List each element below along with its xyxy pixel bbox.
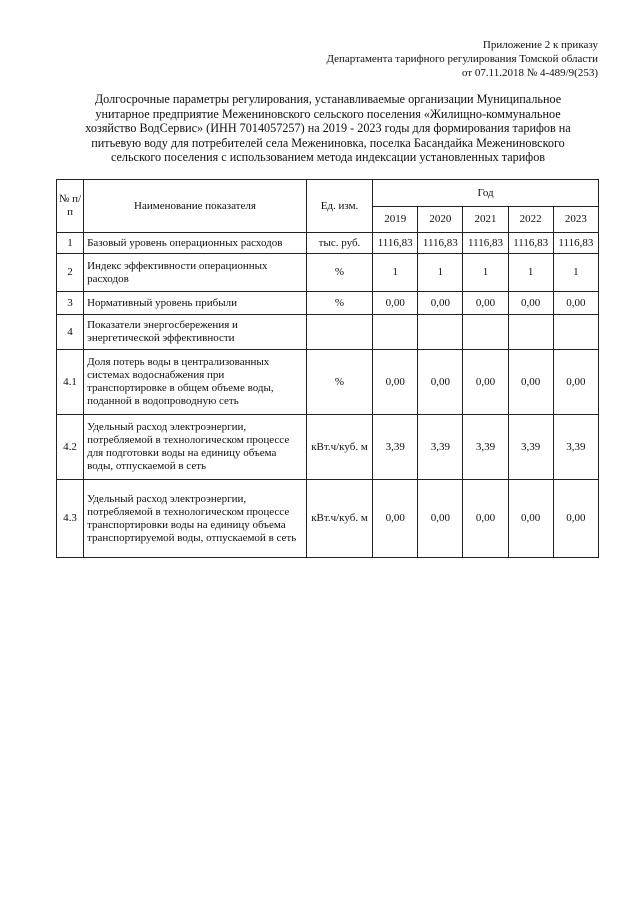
row-value bbox=[418, 315, 463, 350]
row-name-text: Показатели энергосбережения и энергетической эффективности bbox=[87, 319, 238, 344]
title-line: хозяйство ВодСервис» (ИНН 7014057257) на 2019 - 2023 годы для формирования тарифов на bbox=[85, 121, 571, 136]
title-line: питьевую воду для потребителей села Межениновка, поселка Басандайка Межениновского bbox=[91, 135, 565, 150]
row-value: 1116,83 bbox=[508, 233, 553, 254]
title-line: унитарное предприятие Межениновского сельского поселения «Жилищно-коммунальное bbox=[95, 106, 561, 121]
row-unit-text: % bbox=[334, 296, 345, 309]
document-title bbox=[70, 92, 586, 165]
row-value: 0,00 bbox=[418, 350, 463, 415]
table-row bbox=[57, 254, 599, 292]
row-name bbox=[84, 233, 307, 254]
header-year: 2020 bbox=[418, 207, 463, 233]
row-value: 1 bbox=[508, 254, 553, 292]
row-unit-text: % bbox=[334, 375, 345, 388]
row-value: 0,00 bbox=[508, 480, 553, 558]
row-num: 2 bbox=[57, 254, 84, 292]
row-value: 3,39 bbox=[418, 415, 463, 480]
row-value: 1 bbox=[373, 254, 418, 292]
row-unit bbox=[306, 254, 372, 292]
department-line: Департамента тарифного регулирования Томской области bbox=[326, 53, 598, 65]
row-unit bbox=[306, 292, 372, 315]
row-value: 1 bbox=[553, 254, 598, 292]
row-value: 1116,83 bbox=[463, 233, 508, 254]
row-value bbox=[373, 315, 418, 350]
table-row bbox=[57, 233, 599, 254]
row-unit bbox=[306, 480, 372, 558]
row-value bbox=[553, 315, 598, 350]
row-unit bbox=[306, 350, 372, 415]
row-unit-text: тыс. руб. bbox=[318, 236, 361, 249]
row-value: 1116,83 bbox=[373, 233, 418, 254]
header-unit: Ед. изм. bbox=[306, 180, 372, 233]
row-name bbox=[84, 480, 307, 558]
row-num: 3 bbox=[57, 292, 84, 315]
row-name-text: Нормативный уровень прибыли bbox=[87, 296, 237, 309]
header-year: 2023 bbox=[553, 207, 598, 233]
row-value: 0,00 bbox=[463, 350, 508, 415]
table-row bbox=[57, 292, 599, 315]
row-value: 1 bbox=[418, 254, 463, 292]
row-value: 0,00 bbox=[418, 480, 463, 558]
table-row bbox=[57, 415, 599, 480]
row-unit-text: кВт.ч/куб. м bbox=[311, 512, 368, 524]
row-value: 3,39 bbox=[508, 415, 553, 480]
row-unit bbox=[306, 233, 372, 254]
row-value: 0,00 bbox=[463, 480, 508, 558]
header-year: 2019 bbox=[373, 207, 418, 233]
header-year: 2022 bbox=[508, 207, 553, 233]
row-value: 3,39 bbox=[463, 415, 508, 480]
row-value: 0,00 bbox=[373, 480, 418, 558]
row-unit bbox=[306, 315, 372, 350]
row-unit bbox=[306, 415, 372, 480]
row-name-text: Индекс эффективности операционных расходов bbox=[87, 259, 268, 285]
row-value: 1116,83 bbox=[418, 233, 463, 254]
row-name-text: Удельный расход электроэнергии, потребляемой в технологическом процессе транспортировки воды на единицу объема транспортируемой воды, отпускаемой в сеть bbox=[87, 492, 297, 544]
row-value: 0,00 bbox=[508, 292, 553, 315]
row-value: 1116,83 bbox=[553, 233, 598, 254]
title-line: Долгосрочные параметры регулирования, устанавливаемые организации Муниципальное bbox=[94, 92, 562, 106]
row-name bbox=[84, 254, 307, 292]
row-value bbox=[463, 315, 508, 350]
appendix-header-note bbox=[238, 38, 598, 80]
row-value: 0,00 bbox=[373, 292, 418, 315]
table-row bbox=[57, 315, 599, 350]
row-unit-text: % bbox=[334, 266, 345, 278]
row-value: 0,00 bbox=[418, 292, 463, 315]
parameters-table bbox=[56, 179, 599, 558]
table-header-row bbox=[57, 180, 599, 207]
header-year-group: Год bbox=[373, 180, 599, 207]
row-name-text: Базовый уровень операционных расходов bbox=[87, 236, 283, 249]
row-value: 0,00 bbox=[553, 292, 598, 315]
row-value: 0,00 bbox=[373, 350, 418, 415]
order-date-line: от 07.11.2018 № 4-489/9(253) bbox=[461, 67, 598, 79]
row-value: 1 bbox=[463, 254, 508, 292]
header-name: Наименование показателя bbox=[84, 180, 307, 233]
row-name bbox=[84, 315, 307, 350]
row-unit-text: кВт.ч/куб. м bbox=[311, 440, 368, 453]
table-row bbox=[57, 480, 599, 558]
row-value bbox=[508, 315, 553, 350]
header-num: № п/п bbox=[57, 180, 84, 233]
row-num: 4.3 bbox=[57, 480, 84, 558]
row-name-text: Доля потерь воды в централизованных системах водоснабжения при транспортировке в общем объеме воды, поданной в водопроводную сеть bbox=[87, 356, 274, 407]
row-name-text: Удельный расход электроэнергии, потребляемой в технологическом процессе для подготовки воды на единицу объема воды, отпускаемой в сеть bbox=[87, 421, 290, 472]
row-value: 0,00 bbox=[553, 480, 598, 558]
title-line: сельского поселения с использованием метода индексации установленных тарифов bbox=[110, 150, 546, 165]
row-value: 3,39 bbox=[373, 415, 418, 480]
row-value: 3,39 bbox=[553, 415, 598, 480]
row-value: 0,00 bbox=[463, 292, 508, 315]
row-name bbox=[84, 292, 307, 315]
row-num: 1 bbox=[57, 233, 84, 254]
row-value: 0,00 bbox=[553, 350, 598, 415]
row-num: 4.1 bbox=[57, 350, 84, 415]
table-row bbox=[57, 350, 599, 415]
header-year: 2021 bbox=[463, 207, 508, 233]
row-num: 4 bbox=[57, 315, 84, 350]
appendix-line: Приложение 2 к приказу bbox=[482, 39, 598, 51]
row-name bbox=[84, 415, 307, 480]
row-value: 0,00 bbox=[508, 350, 553, 415]
row-name bbox=[84, 350, 307, 415]
row-num: 4.2 bbox=[57, 415, 84, 480]
